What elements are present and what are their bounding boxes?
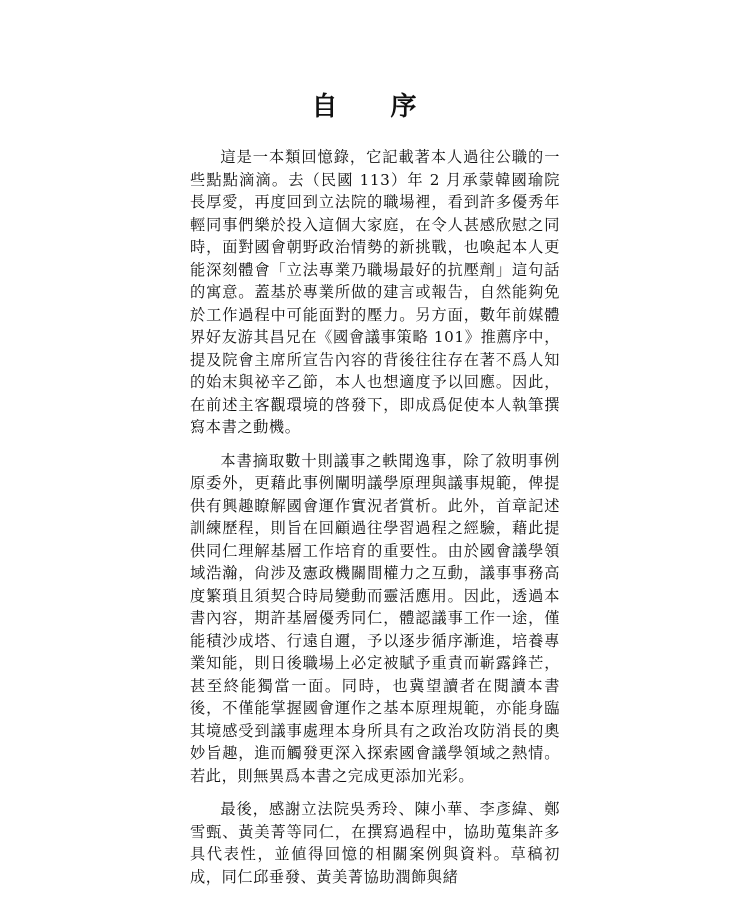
paragraph-2: 本書摘取數十則議事之軼聞逸事，除了敘明事例原委外，更藉此事例闡明議學原理與議事規範，俾提供有興趣瞭解國會運作實況者賞析。此外，首章記述訓練歷程，則旨在回顧過往學習過程之經驗，藉此提供同仁理解基層工作培育的重要性。由於國會議學領域浩瀚，尙涉及憲政機關間權力之互動，議事事務高度繁瑣且須契合時局變動而靈活應用。因此，透過本書內容，期許基層優秀同仁，體認議事工作一途，僅能積沙成塔、行遠自邇，予以逐步循序漸進，培養專業知能，則日後職場上必定被賦予重責而嶄露鋒芒，甚至終能獨當一面。同時，也冀望讀者在閱讀本書後，不僅能掌握國會運作之基本原理規範，亦能身臨其境感受到議事處理本身所具有之政治攻防消長的奧妙旨趣，進而觸發更深入探索國會議學領域之熱情。若此，則無異爲本書之完成更添加光彩。 xyxy=(190,451,560,785)
paragraph-1: 這是一本類回憶錄，它記載著本人過往公職的一些點點滴滴。去（民國 113）年 2 月承蒙韓國瑜院長厚愛，再度回到立法院的職場裡，看到許多優秀年輕同事們樂於投入這個大家庭，在令人甚感欣慰之同時，面對國會朝野政治情勢的新挑戰，也喚起本人更能深刻體會「立法專業乃職場最好的抗壓劑」這句話的寓意。蓋基於專業所做的建言或報告，自然能夠免於工作過程中可能面對的壓力。另方面，數年前媒體界好友游其昌兄在《國會議事策略 101》推薦序中，提及院會主席所宣告內容的背後往往存在著不爲人知的始末與祕辛乙節，本人也想適度予以回應。因此，在前述主客觀環境的啓發下，即成爲促使本人執筆撰寫本書之動機。 xyxy=(190,148,560,436)
paragraph-3: 最後，感謝立法院吳秀玲、陳小華、李彥緯、鄭雪甄、黃美菁等同仁，在撰寫過程中，協助蒐集許多具代表性，並値得回憶的相關案例與資料。草稿初成，同仁邱垂發、黃美菁協助潤飾與緒 xyxy=(190,800,560,886)
page-title: 自 序 xyxy=(311,92,439,122)
preface-body xyxy=(190,146,560,899)
